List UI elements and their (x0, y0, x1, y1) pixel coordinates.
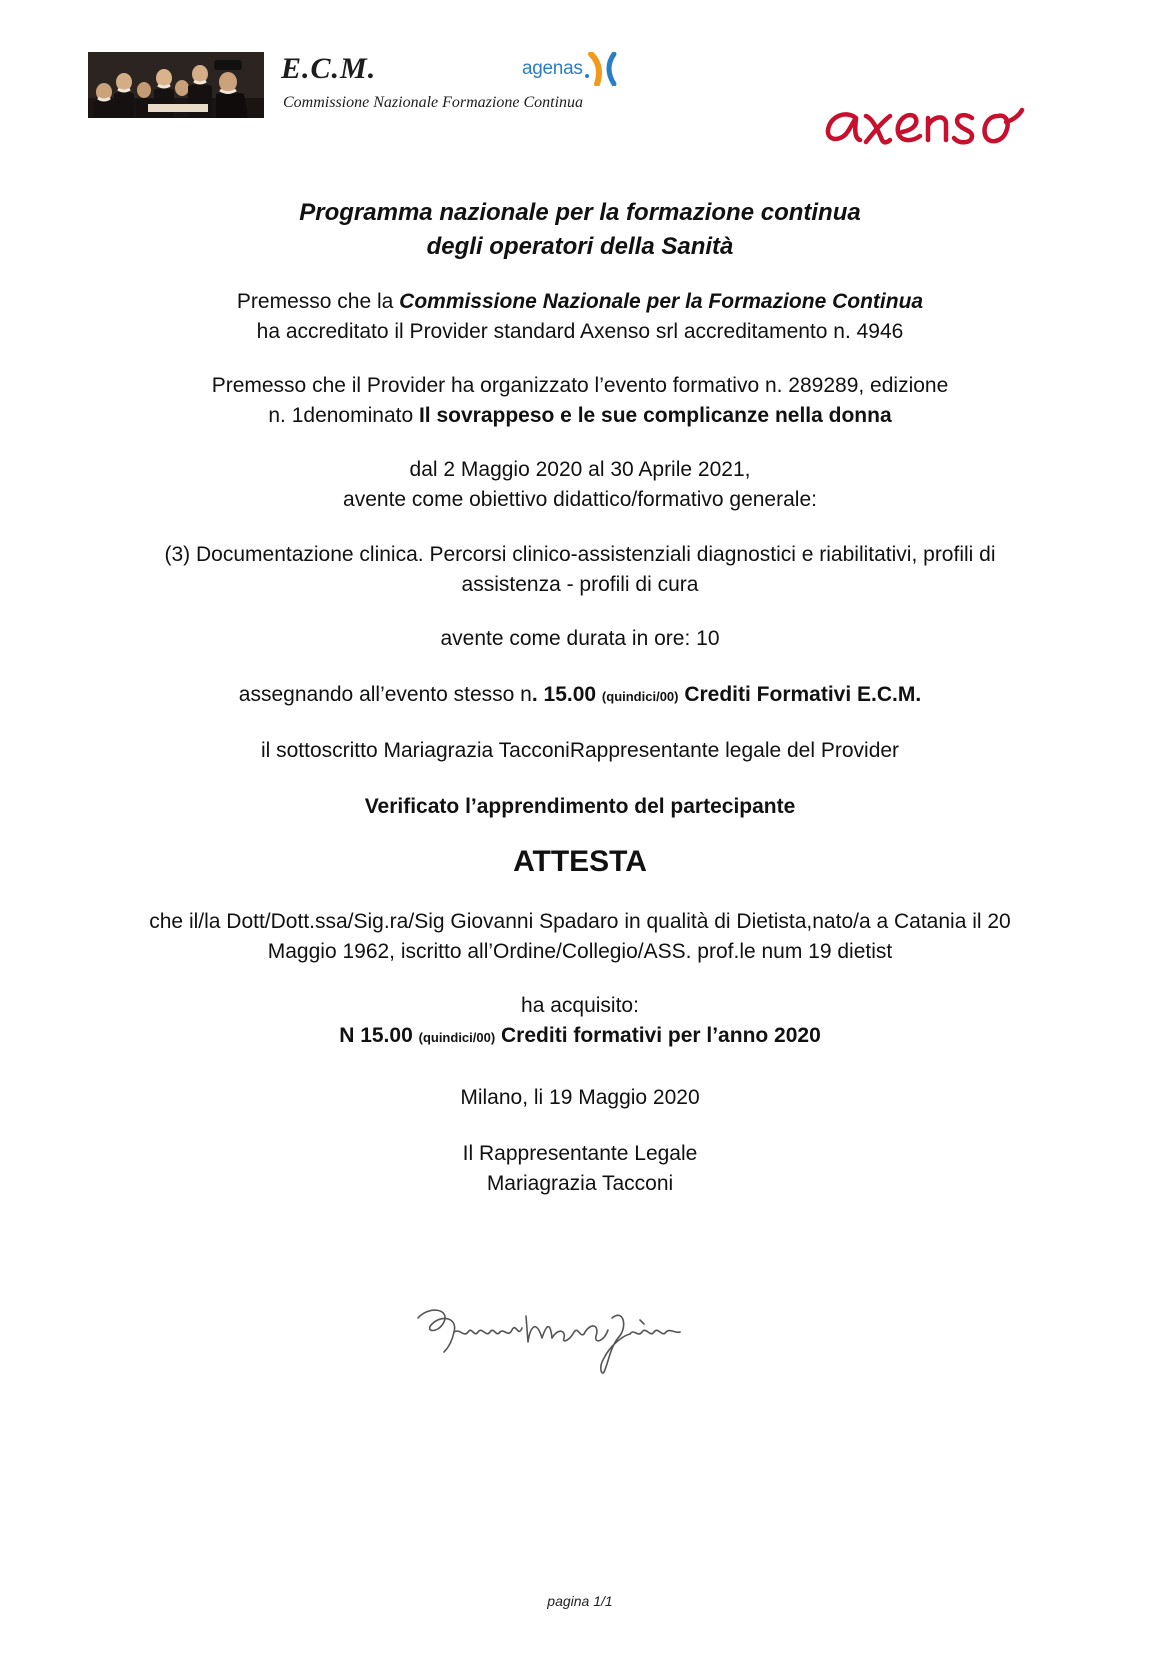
credits-assigned-words: (quindici/00) (601, 689, 679, 704)
representative-name: Mariagrazia Tacconi (486, 1172, 674, 1195)
signatory-line: il sottoscritto Mariagrazia TacconiRappresentante legale del Provider (260, 739, 900, 762)
event-period-line1: dal 2 Maggio 2020 al 30 Aprile 2021, (409, 458, 751, 481)
commission-name: Commissione Nazionale per la Formazione Continua (399, 290, 924, 313)
legal-representative (80, 1139, 1080, 1199)
event-objective-line2: assistenza - profili di cura (461, 573, 699, 596)
acquired-suffix: Crediti formativi per l’anno 2020 (501, 1024, 821, 1047)
program-heading-line2: degli operatori della Sanità (426, 233, 734, 260)
acquired-value: N 15.00 (339, 1024, 413, 1047)
event-objective-line1: (3) Documentazione clinica. Percorsi clinico-assistenziali diagnostici e riabilitativi, profili di (164, 543, 996, 566)
participant-line1: che il/la Dott/Dott.ssa/Sig.ra/Sig Giovanni Spadaro in qualità di Dietista,nato/a a Catania il 20 (149, 910, 1011, 933)
premise-event-prefix: n. 1denominato (268, 404, 419, 427)
event-period-line2: avente come obiettivo didattico/formativo generale: (343, 488, 817, 511)
handwritten-signature (408, 1298, 708, 1378)
premise-commission (80, 287, 1080, 347)
page-number: pagina 1/1 (547, 1593, 613, 1609)
premise-event-line1: Premesso che il Provider ha organizzato l’evento formativo n. 289289, edizione (211, 374, 949, 397)
credits-assigned (80, 680, 1080, 712)
place-date: Milano, li 19 Maggio 2020 (460, 1086, 700, 1109)
agenas-mark-icon (584, 52, 620, 86)
agenas-logo-text: agenas (522, 58, 583, 79)
premise-event (80, 371, 1080, 431)
event-period (80, 455, 1080, 515)
premise-commission-line2: ha accreditato il Provider standard Axenso srl accreditamento n. 4946 (256, 320, 904, 343)
acquired-label: ha acquisito: (521, 994, 639, 1017)
verified-line: Verificato l’apprendimento del partecipante (364, 795, 796, 818)
representative-title: Il Rappresentante Legale (462, 1142, 698, 1165)
participant-line2: Maggio 1962, iscritto all’Ordine/Collegio/ASS. prof.le num 19 dietist (267, 940, 893, 963)
premise-event-line2 (80, 401, 1080, 431)
ecm-logo-painting (88, 52, 264, 118)
event-objective (80, 540, 1080, 600)
axenso-logo (822, 82, 1084, 178)
premise-commission-line1 (80, 287, 1080, 317)
credits-assigned-prefix: assegnando all’evento stesso n (238, 683, 532, 706)
ecm-logo-title: E.C.M. (281, 52, 377, 85)
event-duration: avente come durata in ore: 10 (440, 627, 720, 650)
program-heading-line1: Programma nazionale per la formazione continua (299, 199, 861, 226)
ecm-logo-subtitle: Commissione Nazionale Formazione Continua (283, 94, 584, 111)
event-title: Il sovrappeso e le sue complicanze nella donna (418, 404, 892, 427)
attesta-heading: ATTESTA (513, 845, 647, 878)
agenas-logo (522, 52, 620, 86)
acquired-credits (80, 991, 1080, 1053)
credits-assigned-value: . 15.00 (531, 683, 597, 706)
credits-assigned-suffix: Crediti Formativi E.C.M. (684, 683, 922, 706)
acquired-words: (quindici/00) (418, 1030, 496, 1045)
program-heading (80, 196, 1080, 264)
participant-details (80, 907, 1080, 967)
acquired-line (80, 1021, 1080, 1053)
premise-commission-prefix: Premesso che la (236, 290, 400, 313)
